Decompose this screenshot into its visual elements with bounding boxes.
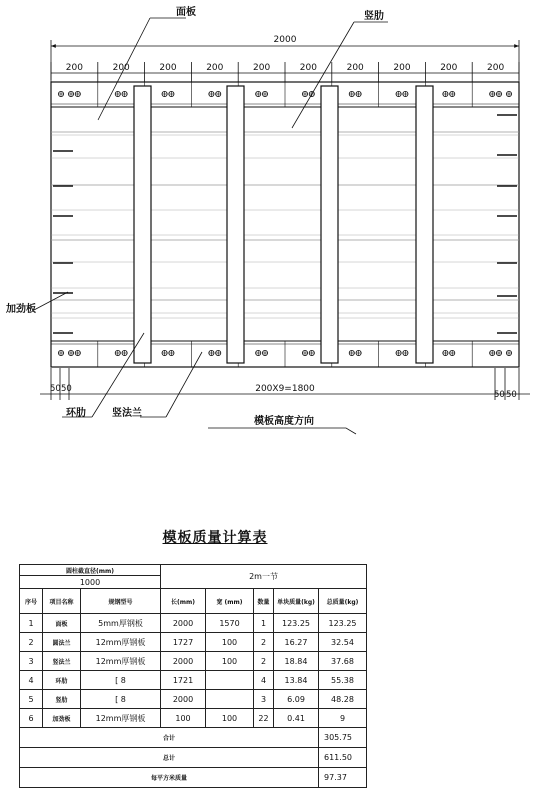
bolt-hole — [443, 350, 448, 355]
bolt-hole — [169, 350, 174, 355]
cell-spec: 12mm厚钢板 — [81, 709, 161, 728]
bolt-hole — [403, 350, 408, 355]
bolt-hole — [115, 91, 120, 96]
segment-dim-label: 200 — [112, 63, 130, 73]
cell-qty: 2 — [254, 633, 274, 652]
bolt-hole — [209, 91, 214, 96]
table-row — [20, 671, 367, 690]
cell-qty: 3 — [254, 690, 274, 709]
vertical-rib — [227, 86, 244, 363]
bolt-hole — [490, 350, 495, 355]
edge-dim-right-1: 50 — [494, 390, 505, 400]
cell-width — [206, 671, 254, 690]
bolt-hole — [68, 91, 73, 96]
bolt-hole — [162, 350, 167, 355]
bolt-hole — [443, 91, 448, 96]
cell-total-mass: 55.38 — [319, 671, 367, 690]
bolt-hole — [349, 91, 354, 96]
cell-qty: 1 — [254, 614, 274, 633]
table-row — [20, 652, 367, 671]
segment-dim-label: 200 — [487, 63, 505, 73]
bolt-hole — [356, 350, 361, 355]
cell-spec: 12mm厚钢板 — [81, 633, 161, 652]
cell-qty: 2 — [254, 652, 274, 671]
callout-ring-rib-label: 环肋 — [66, 408, 86, 419]
cell-unit-mass: 0.41 — [274, 709, 319, 728]
bolt-hole — [58, 350, 63, 355]
cell-width — [206, 690, 254, 709]
bolt-hole — [403, 91, 408, 96]
segment-dim-label: 200 — [159, 63, 177, 73]
header-unit-mass: 单块质量(kg) — [274, 589, 319, 614]
header-width: 宽 (mm) — [206, 589, 254, 614]
cell-length: 2000 — [161, 690, 206, 709]
bolt-hole — [262, 91, 267, 96]
bolt-hole — [302, 350, 307, 355]
table-title: 模板质量计算表 — [162, 530, 268, 546]
segment-dimension-chain — [51, 62, 519, 82]
cell-spec: [ 8 — [81, 690, 161, 709]
bolt-hole — [122, 350, 127, 355]
column-diameter-value: 1000 — [20, 576, 161, 589]
bolt-hole — [396, 350, 401, 355]
cell-unit-mass: 6.09 — [274, 690, 319, 709]
cell-name: 圆法兰 — [43, 633, 81, 652]
summary-label: 总计 — [20, 748, 319, 768]
bolt-hole — [349, 350, 354, 355]
summary-label: 每平方米质量 — [20, 768, 319, 788]
panel-outline — [51, 82, 519, 367]
bolt-hole — [506, 350, 511, 355]
header-length: 长(mm) — [161, 589, 206, 614]
panel-hatch-lines — [51, 132, 519, 318]
segment-dim-label: 200 — [65, 63, 83, 73]
table-row — [20, 709, 367, 728]
bolt-hole — [68, 350, 73, 355]
summary-row — [20, 748, 367, 768]
bolt-hole — [506, 91, 511, 96]
bolt-hole — [122, 91, 127, 96]
cell-width: 1570 — [206, 614, 254, 633]
bolt-hole — [75, 91, 80, 96]
cell-name: 面板 — [43, 614, 81, 633]
cell-qty: 22 — [254, 709, 274, 728]
bolt-hole — [216, 91, 221, 96]
edge-dim-left-2: 50 — [61, 384, 72, 394]
callout-stiffener — [5, 292, 68, 315]
segment-dim-label: 200 — [393, 63, 411, 73]
cell-length: 1721 — [161, 671, 206, 690]
bolt-hole — [262, 350, 267, 355]
section-label: 2m一节 — [161, 565, 367, 589]
summary-value: 611.50 — [319, 748, 367, 768]
edge-dim-left-1: 50 — [50, 384, 61, 394]
cell-name: 环肋 — [43, 671, 81, 690]
cell-unit-mass: 13.84 — [274, 671, 319, 690]
cell-total-mass: 32.54 — [319, 633, 367, 652]
cell-no: 6 — [20, 709, 43, 728]
table-row — [20, 633, 367, 652]
cell-spec: 5mm厚钢板 — [81, 614, 161, 633]
bottom-dim-label: 200X9=1800 — [255, 384, 315, 394]
table-row — [20, 690, 367, 709]
bolt-hole — [75, 350, 80, 355]
segment-dim-label: 200 — [440, 63, 458, 73]
cell-total-mass: 9 — [319, 709, 367, 728]
cell-name: 竖肋 — [43, 690, 81, 709]
cell-spec: [ 8 — [81, 671, 161, 690]
bolt-hole — [216, 350, 221, 355]
bolt-hole — [450, 91, 455, 96]
summary-label: 合计 — [20, 728, 319, 748]
segment-dim-label: 200 — [253, 63, 271, 73]
cell-width: 100 — [206, 633, 254, 652]
bolt-hole — [396, 91, 401, 96]
callout-vertical-flange — [112, 352, 202, 419]
direction-indicator — [208, 414, 356, 434]
summary-value: 305.75 — [319, 728, 367, 748]
bolt-hole — [496, 91, 501, 96]
mass-calculation-table — [19, 564, 367, 788]
cell-no: 2 — [20, 633, 43, 652]
bolt-holes — [58, 82, 511, 367]
bolt-hole — [169, 91, 174, 96]
bolt-hole — [256, 350, 261, 355]
cell-total-mass: 48.28 — [319, 690, 367, 709]
segment-dim-label: 200 — [299, 63, 317, 73]
cell-length: 2000 — [161, 614, 206, 633]
header-no: 序号 — [20, 589, 43, 614]
cell-no: 3 — [20, 652, 43, 671]
callout-stiffener-label: 加劲板 — [6, 304, 36, 315]
table-row — [20, 614, 367, 633]
cell-no: 4 — [20, 671, 43, 690]
summary-row — [20, 768, 367, 788]
bolt-hole — [162, 91, 167, 96]
header-name: 项目名称 — [43, 589, 81, 614]
cell-qty: 4 — [254, 671, 274, 690]
header-qty: 数量 — [254, 589, 274, 614]
cell-length: 100 — [161, 709, 206, 728]
bolt-hole — [302, 91, 307, 96]
cell-unit-mass: 123.25 — [274, 614, 319, 633]
vertical-ribs — [134, 86, 433, 363]
bolt-hole — [490, 91, 495, 96]
bolt-hole — [256, 91, 261, 96]
cell-unit-mass: 16.27 — [274, 633, 319, 652]
vertical-rib — [416, 86, 433, 363]
segment-dim-label: 200 — [346, 63, 364, 73]
cell-unit-mass: 18.84 — [274, 652, 319, 671]
edge-dim-right-2: 50 — [506, 390, 517, 400]
cell-total-mass: 37.68 — [319, 652, 367, 671]
bolt-hole — [115, 350, 120, 355]
cell-width: 100 — [206, 652, 254, 671]
bolt-hole — [309, 350, 314, 355]
summary-row — [20, 728, 367, 748]
header-total-mass: 总质量(kg) — [319, 589, 367, 614]
vertical-rib — [321, 86, 338, 363]
cell-length: 1727 — [161, 633, 206, 652]
callout-panel-label: 面板 — [176, 7, 196, 18]
segment-dim-label: 200 — [206, 63, 224, 73]
cell-total-mass: 123.25 — [319, 614, 367, 633]
summary-value: 97.37 — [319, 768, 367, 788]
bolt-hole — [450, 350, 455, 355]
bolt-hole — [209, 350, 214, 355]
cell-width: 100 — [206, 709, 254, 728]
cell-spec: 12mm厚钢板 — [81, 652, 161, 671]
overall-width-label: 2000 — [273, 35, 297, 45]
vertical-rib — [134, 86, 151, 363]
callout-ring-rib — [62, 333, 144, 419]
bolt-hole — [496, 350, 501, 355]
header-spec: 规钢型号 — [81, 589, 161, 614]
cell-name: 竖法兰 — [43, 652, 81, 671]
cell-no: 1 — [20, 614, 43, 633]
callout-vertical-rib-label: 竖肋 — [364, 11, 384, 22]
direction-label: 模板高度方向 — [254, 416, 314, 427]
column-diameter-label: 圆柱截直径(mm) — [20, 565, 161, 576]
cell-no: 5 — [20, 690, 43, 709]
bolt-hole — [58, 91, 63, 96]
bolt-hole — [356, 91, 361, 96]
cell-name: 加劲板 — [43, 709, 81, 728]
callout-vertical-flange-label: 竖法兰 — [112, 408, 142, 419]
cell-length: 2000 — [161, 652, 206, 671]
